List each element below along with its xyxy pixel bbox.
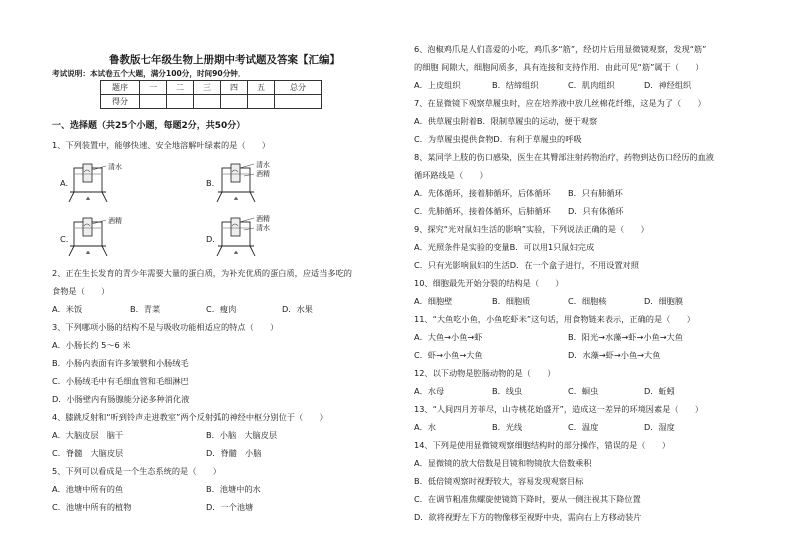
option: D．水藻→虾→小鱼→大鱼 bbox=[568, 350, 661, 360]
question-8-cont: 循环路线是（ ） bbox=[414, 170, 488, 180]
option: C．先肺循环，接着体循环，后肺循环 bbox=[414, 206, 551, 216]
option: B．低倍镜观察时视野较大，容易发现观察目标 bbox=[414, 476, 584, 486]
option: B．小脑 大脑皮层 bbox=[206, 430, 278, 440]
question-5: 5、下列可以看成是一个生态系统的是（ ） bbox=[52, 466, 221, 476]
option: D．脊髓 小脑 bbox=[206, 448, 262, 458]
option: B．阳光→水藻→虾→小鱼→大鱼 bbox=[568, 332, 683, 342]
option: C．小肠绒毛中有毛细血管和毛细淋巴 bbox=[52, 376, 189, 386]
option-label: B. bbox=[206, 178, 215, 188]
option: C．蛔虫 bbox=[568, 386, 599, 396]
option: B．池塘中的水 bbox=[206, 484, 261, 494]
option: A．显微镜的放大倍数是目镜和物镜放大倍数乘积 bbox=[414, 458, 592, 468]
option: D．只有体循环 bbox=[568, 206, 624, 216]
option: D．蚯蚓 bbox=[644, 386, 675, 396]
question-6: 6、泡椒鸡爪是人们喜爱的小吃，鸡爪多“筋”，经切片后用显微镜观察，发现“筋” bbox=[414, 44, 707, 54]
beaker-diagram-b bbox=[214, 160, 284, 202]
beaker-diagram-d bbox=[214, 214, 284, 256]
option: C．只有光影响鼠妇的生活D．在一个盒子进行，不用设置对照 bbox=[414, 260, 639, 270]
table-cell: 四 bbox=[221, 81, 248, 95]
option: B．只有肺循环 bbox=[568, 188, 623, 198]
table-cell: 一 bbox=[140, 81, 167, 95]
option: C．池塘中所有的植物 bbox=[52, 502, 132, 512]
figure-label: 清水 bbox=[108, 163, 122, 171]
question-14: 14、下列是使用显微镜观察细胞结构时的部分操作，错误的是（ ） bbox=[414, 440, 671, 450]
option-label: C. bbox=[60, 234, 69, 244]
option: A．细胞壁 bbox=[414, 296, 453, 306]
table-cell bbox=[194, 95, 221, 109]
option-label: A. bbox=[60, 178, 69, 188]
option: A．光照条件是实验的变量B．可以用1只鼠妇完成 bbox=[414, 242, 595, 252]
table-cell: 五 bbox=[248, 81, 275, 95]
option: A．水母 bbox=[414, 386, 445, 396]
option: C．瘦肉 bbox=[206, 304, 237, 314]
score-table-row bbox=[101, 81, 322, 95]
option: A．先体循环，接着肺循环，后体循环 bbox=[414, 188, 551, 198]
option: A．大脑皮层 脑干 bbox=[52, 430, 124, 440]
option: B．线虫 bbox=[492, 386, 523, 396]
question-12: 12、以下动物是腔肠动物的是（ ） bbox=[414, 368, 556, 378]
exam-instructions: 考试说明：本试卷五个大题，满分100分，时间90分钟． bbox=[52, 69, 246, 78]
option: A．上皮组织 bbox=[414, 80, 461, 90]
table-cell bbox=[275, 95, 322, 109]
option: B．结缔组织 bbox=[492, 80, 539, 90]
option: D．一个池塘 bbox=[206, 502, 254, 512]
option: C．脊髓 大脑皮层 bbox=[52, 448, 124, 458]
option: D．小肠壁内有肠腺能分泌多种消化液 bbox=[52, 394, 190, 404]
figure-label: 清水 bbox=[256, 224, 270, 232]
option: A．池塘中所有的鱼 bbox=[52, 484, 124, 494]
option: C．为草履虫提供食物D．有利于草履虫的呼吸 bbox=[414, 134, 582, 144]
question-9: 9、探究“光对鼠妇生活的影响”实验，下列说法正确的是（ ） bbox=[414, 224, 649, 234]
option: B．小肠内表面有许多皱襞和小肠绒毛 bbox=[52, 358, 189, 368]
option: D．欲将视野左下方的物像移至视野中央，需向右上方移动装片 bbox=[414, 512, 642, 522]
option: C．肌肉组织 bbox=[568, 80, 615, 90]
table-cell: 三 bbox=[194, 81, 221, 95]
question-1: 1、下列装置中，能够快速、安全地溶解叶绿素的是（ ） bbox=[52, 140, 271, 150]
figure-label: 清水 bbox=[256, 161, 270, 169]
question-2-cont: 食物是（ ） bbox=[52, 286, 110, 296]
table-cell: 二 bbox=[167, 81, 194, 95]
option: C．在调节粗准焦螺旋使镜筒下降时，要从一侧注视其下降位置 bbox=[414, 494, 641, 504]
score-table-row bbox=[101, 95, 322, 109]
page-title: 鲁教版七年级生物上册期中考试题及答案【汇编】 bbox=[109, 54, 340, 66]
question-6-cont: 的细胞 间隙大，细胞间质多，具有连接和支持作用．由此可见“筋”属于（ ） bbox=[414, 62, 704, 72]
figure-label: 酒精 bbox=[108, 217, 122, 225]
figure-label: 酒精 bbox=[256, 170, 270, 178]
question-8: 8、某同学上肢的伤口感染，医生在其臀部注射药物治疗，药物到达伤口经历的血液 bbox=[414, 152, 714, 162]
option: A．水 bbox=[414, 422, 436, 432]
option: A．米饭 bbox=[52, 304, 83, 314]
section-heading: 一、选择题（共25个小题，每题2分，共50分） bbox=[52, 121, 246, 131]
option: C．温度 bbox=[568, 422, 599, 432]
option: B．青菜 bbox=[130, 304, 161, 314]
table-cell: 总分 bbox=[275, 81, 322, 95]
table-cell bbox=[248, 95, 275, 109]
question-2: 2、正在生长发育的青少年需要大量的蛋白质，为补充优质的蛋白质，应适当多吃的 bbox=[52, 268, 352, 278]
table-cell: 题序 bbox=[101, 81, 140, 95]
option: D．细胞膜 bbox=[644, 296, 684, 306]
question-10: 10、细胞最先开始分裂的结构是（ ） bbox=[414, 278, 564, 288]
option: A．大鱼→小鱼→虾 bbox=[414, 332, 483, 342]
question-4: 4、膝跳反射和“听到铃声走进教室”两个反射弧的神经中枢分别位于（ ） bbox=[52, 412, 328, 422]
question-7: 7、在显微镜下观察草履虫时，应在培养液中放几丝棉花纤维，这是为了（ ） bbox=[414, 98, 706, 108]
table-cell bbox=[140, 95, 167, 109]
option-label: D. bbox=[206, 234, 215, 244]
beaker-diagram-a bbox=[66, 160, 136, 202]
question-13: 13、“人间四月芳菲尽，山寺桃花始盛开”，造成这一差异的环境因素是（ ） bbox=[414, 404, 704, 414]
option: D．湿度 bbox=[644, 422, 675, 432]
figure-label: 酒精 bbox=[256, 215, 270, 223]
question-11: 11、“大鱼吃小鱼，小鱼吃虾米”这句话，用食物链来表示，正确的是（ ） bbox=[414, 314, 695, 324]
left-column bbox=[52, 0, 397, 550]
score-table bbox=[100, 80, 322, 109]
table-cell: 得分 bbox=[101, 95, 140, 109]
right-column bbox=[414, 0, 759, 550]
option: D．水果 bbox=[282, 304, 313, 314]
option: B．细胞质 bbox=[492, 296, 531, 306]
option: A．供草履虫附着B．限制草履虫的运动，便于观察 bbox=[414, 116, 598, 126]
option: D．神经组织 bbox=[644, 80, 692, 90]
option: C．细胞核 bbox=[568, 296, 607, 306]
beaker-diagram-c bbox=[66, 214, 136, 256]
table-cell bbox=[167, 95, 194, 109]
option: B．光线 bbox=[492, 422, 523, 432]
option: C．虾→小鱼→大鱼 bbox=[414, 350, 483, 360]
table-cell bbox=[221, 95, 248, 109]
question-3: 3、下列哪项小肠的结构不是与吸收功能相适应的特点（ ） bbox=[52, 322, 279, 332]
option: A．小肠长约 5～6 米 bbox=[52, 340, 131, 350]
